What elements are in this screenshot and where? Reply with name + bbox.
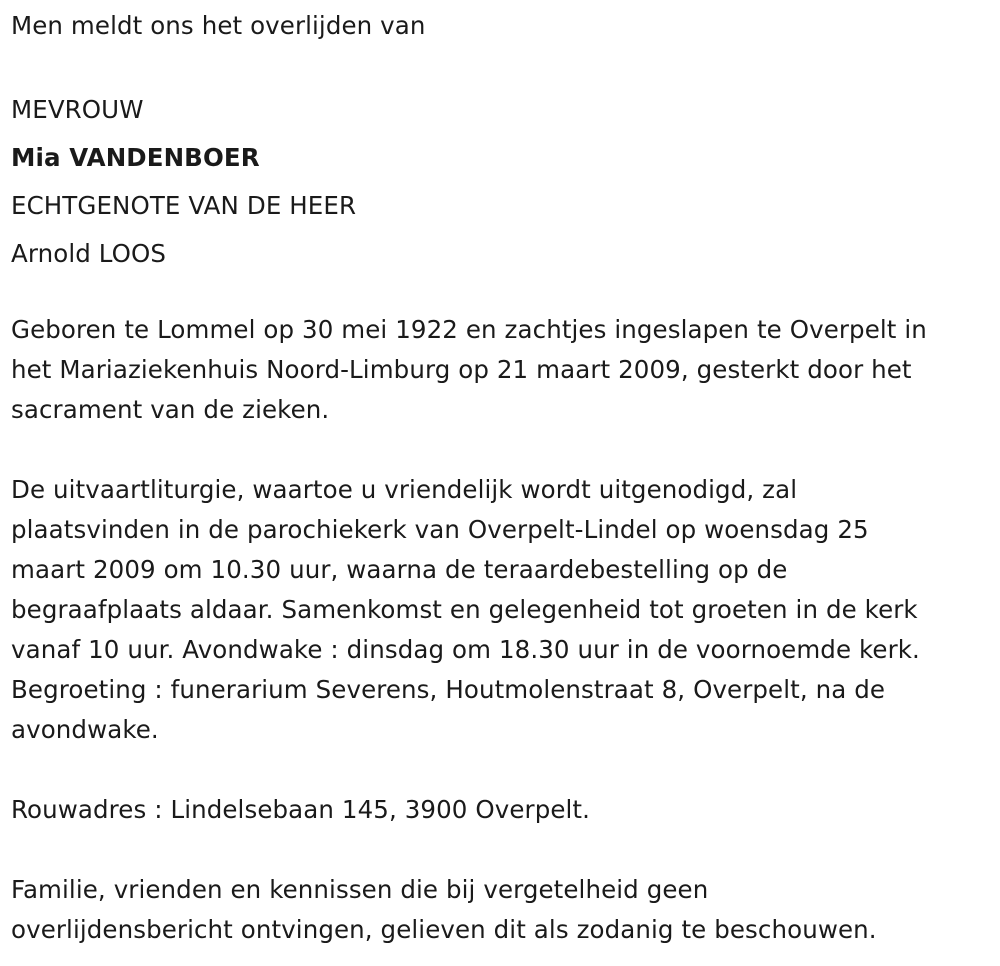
paragraph-line: sacrament van de zieken. <box>11 395 330 424</box>
funeral-paragraph <box>11 470 996 750</box>
paragraph-line: begraafplaats aldaar. Samenkomst en gelegenheid tot groeten in de kerk <box>11 595 918 624</box>
paragraph-line: maart 2009 om 10.30 uur, waarna de teraardebestelling op de <box>11 555 788 584</box>
birth-death-paragraph <box>11 310 996 430</box>
paragraph-line: Begroeting : funerarium Severens, Houtmolenstraat 8, Overpelt, na de <box>11 675 886 704</box>
closing-paragraph <box>11 870 996 950</box>
paragraph-line: Geboren te Lommel op 30 mei 1922 en zachtjes ingeslapen te Overpelt in <box>11 315 927 344</box>
relation-line: ECHTGENOTE VAN DE HEER <box>11 191 357 220</box>
deceased-name: Mia VANDENBOER <box>11 143 260 172</box>
paragraph-line: vanaf 10 uur. Avondwake : dinsdag om 18.30 uur in de voornoemde kerk. <box>11 635 920 664</box>
paragraph-line: plaatsvinden in de parochiekerk van Overpelt-Lindel op woensdag 25 <box>11 515 869 544</box>
deceased-heading <box>11 86 996 278</box>
paragraph-line: Familie, vrienden en kennissen die bij vergetelheid geen <box>11 875 709 904</box>
address-paragraph <box>11 790 996 830</box>
paragraph-line: avondwake. <box>11 715 159 744</box>
obituary-notice <box>11 6 996 950</box>
paragraph-line: het Mariaziekenhuis Noord-Limburg op 21 maart 2009, gesterkt door het <box>11 355 912 384</box>
paragraph-line: overlijdensbericht ontvingen, gelieven dit als zodanig te beschouwen. <box>11 915 877 944</box>
intro-line: Men meldt ons het overlijden van <box>11 11 426 40</box>
spouse-name: Arnold LOOS <box>11 239 167 268</box>
paragraph-line: De uitvaartliturgie, waartoe u vriendelijk wordt uitgenodigd, zal <box>11 475 798 504</box>
honorific: MEVROUW <box>11 95 144 124</box>
mourning-address: Rouwadres : Lindelsebaan 145, 3900 Overpelt. <box>11 795 591 824</box>
